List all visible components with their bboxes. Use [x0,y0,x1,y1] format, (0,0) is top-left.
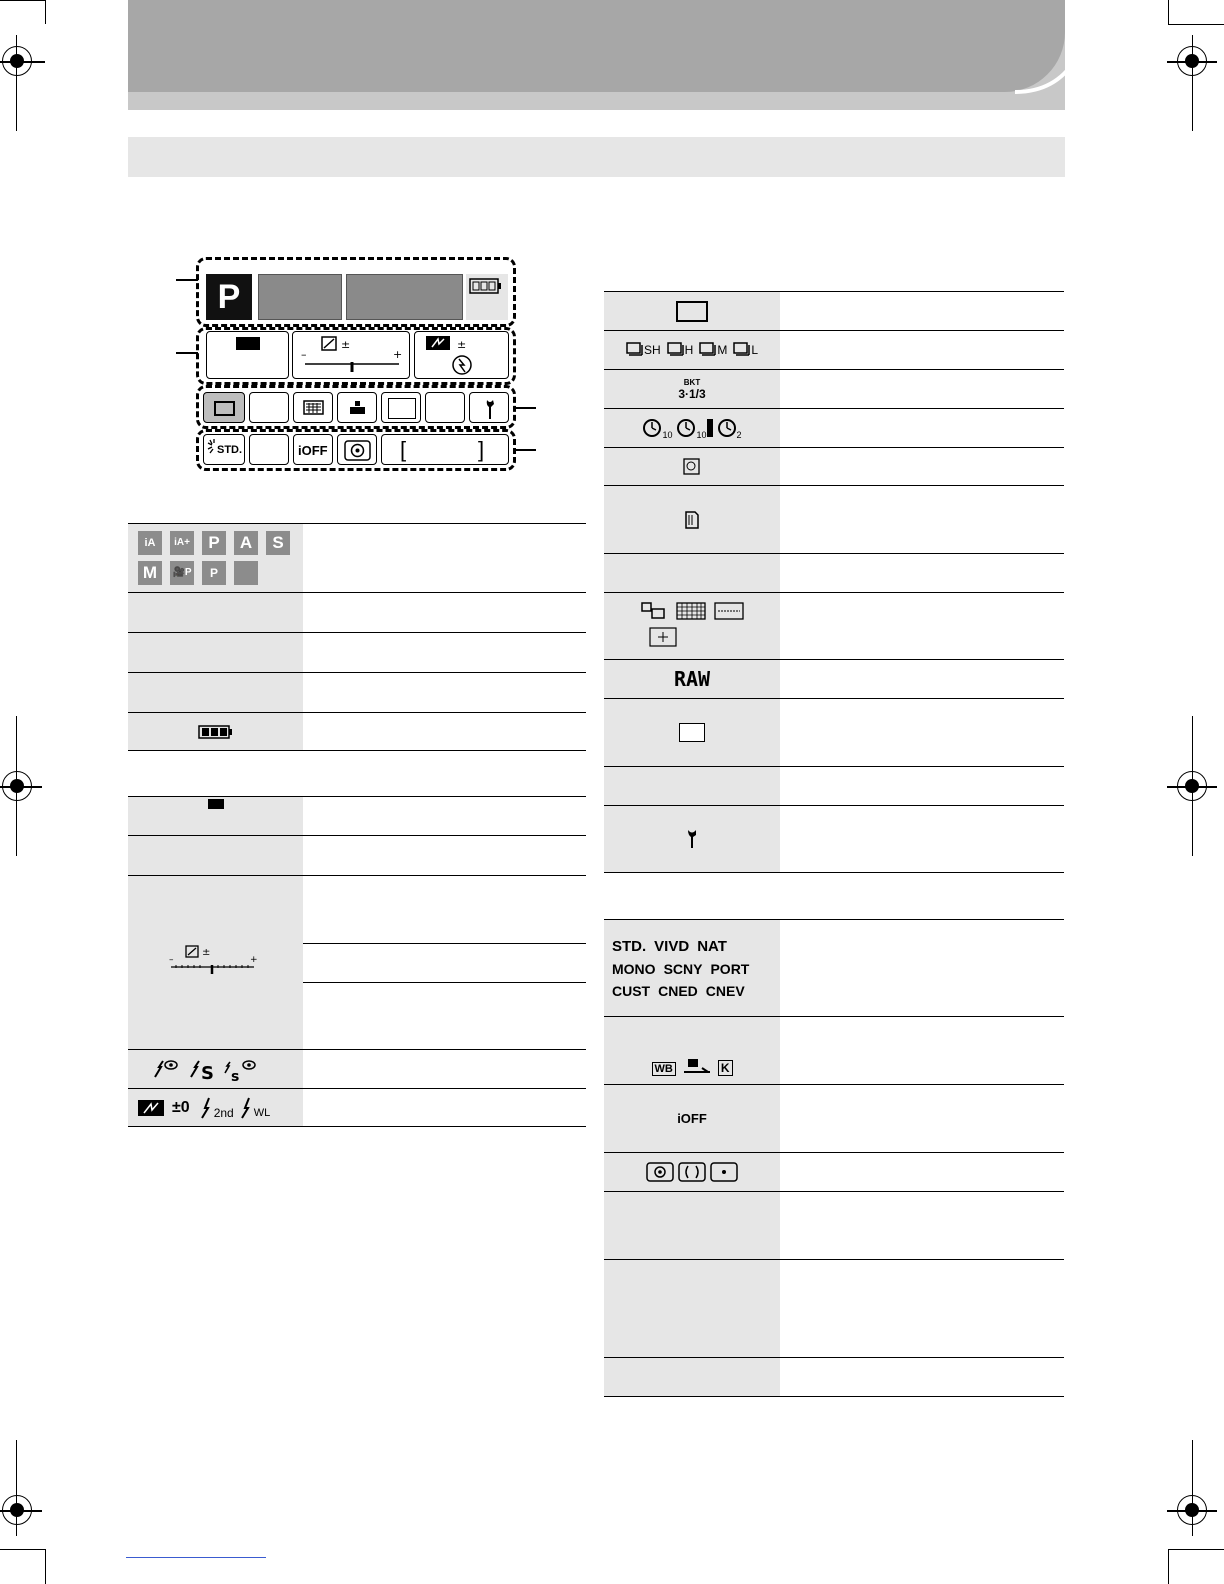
table-row [604,767,1064,806]
drive-mode-cell [203,392,245,423]
spot-af-icon [649,627,677,647]
table-row [128,593,586,633]
wb-label: WB [654,1063,673,1075]
table-row [604,370,1064,409]
table-row [128,836,586,876]
single-drive-icon [676,301,708,322]
interval-timer-icon [682,457,702,477]
wrench-cell [469,392,509,423]
left-table [128,523,586,1127]
table-row [128,633,586,673]
guide-lines-cell [604,593,780,659]
table-row [128,1050,586,1089]
aspect-ratio-icon [208,799,224,809]
style-cinev: CNEV [705,982,745,999]
table-row [604,660,1064,699]
blank-frame-icon [679,723,705,742]
burst-sh-label: SH [643,343,661,357]
intelligent-auto-plus-icon: iA+ [170,531,194,555]
burst-cell [604,331,780,369]
table-row [604,409,1064,448]
table-row [604,1192,1064,1260]
style-custom: CUST [612,982,651,999]
style-mono: MONO [612,960,656,977]
frame-icon [388,398,416,419]
style-portrait: PORT [710,960,750,977]
burst-h-label: H [684,343,694,357]
table-section-gap [604,873,1064,920]
bkt-label: BKT [683,377,701,387]
flash-wb-icon [652,1062,676,1076]
mode-icons-cell [128,524,303,592]
shade-wb-icon [682,1058,712,1076]
i-dynamic-off-label: iOFF [298,443,328,458]
burst-icon-h [667,342,685,358]
table-row [604,1085,1064,1153]
mode-description [303,524,586,592]
metering-cell [337,434,377,465]
table-row [128,524,586,593]
slow-sync-s: S [200,1063,214,1083]
face-af-icon [640,601,668,621]
raw-label: RAW [673,667,711,691]
table-row [604,1017,1064,1085]
style-std: STD. [612,937,647,955]
wireless-flash-icon [238,1096,254,1120]
svg-text:–: – [168,954,173,965]
second-curtain-label: 2nd [213,1105,234,1120]
wb-k-label: K [720,1061,730,1075]
custom-mode-icon [234,561,258,585]
svg-text:s: s [230,1069,239,1083]
shutter-priority-icon: S [266,531,290,555]
white-balance-cell [604,1017,780,1084]
table-row [604,486,1064,554]
photo-style-cell [604,920,780,1016]
diagram-battery-area [466,274,508,320]
flash-adjust-icon [415,332,510,380]
card-icon [683,509,701,531]
diagram-shutter-area [258,274,342,320]
creative-video-icon: 🎥P [170,561,194,585]
metering-modes-cell [604,1153,780,1191]
bracket-left: [ [400,437,407,462]
af-mode-cell [293,392,333,423]
svg-text:–: – [301,348,307,361]
section-subheader [128,137,1065,177]
self-timer-cell [604,409,780,447]
table-row [128,713,586,751]
table-row [604,920,1064,1017]
style-vivid: VIVD [654,937,690,955]
table-row [604,331,1064,370]
wireless-label: WL [253,1106,271,1119]
burst-icon-m [699,342,717,358]
burst-l-label: L [751,343,759,357]
flash-modes-icon [151,1055,281,1083]
diagram-cell-blank-2 [425,392,465,423]
diagram-cell-blank-1 [249,392,289,423]
spot-metering-icon [710,1162,738,1182]
self-timer-10-burst-icon [676,416,696,440]
style-natural: NAT [697,937,727,955]
svg-text:+: + [393,348,403,361]
table-row [128,673,586,713]
photo-style-label: STD. [217,444,243,456]
burst-icon-l [733,342,751,358]
size-cell [128,797,303,835]
intelligent-auto-icon: iA [138,531,162,555]
burst-m-label: M [717,343,728,357]
center-weighted-icon [678,1162,706,1182]
table-row [128,876,586,1050]
table-row [128,1089,586,1127]
multiple-metering-icon [646,1162,674,1182]
callout-line-4 [514,449,536,451]
diagram-flash-cell [414,331,509,379]
style-scenery: SCNY [663,960,703,977]
svg-text:±: ± [457,338,467,351]
table-row [604,554,1064,593]
multi-area-icon [294,393,334,424]
svg-text:±: ± [201,946,210,958]
table-row [128,797,586,836]
callout-line-2 [176,352,198,354]
table-row [604,292,1064,331]
callout-line-3 [514,407,536,409]
line-icon [714,601,744,621]
timer-10-label: 10 [662,430,673,440]
diagram-exposure-cell [292,331,410,379]
diagram-quality-cell [206,331,289,379]
svg-text:±: ± [341,338,351,351]
multi-metering-icon [338,435,378,466]
table-section-gap [128,751,586,797]
table-row [604,1153,1064,1192]
exposure-scale-icon [293,332,411,380]
battery-icon [466,274,508,320]
photo-style-cell [203,434,245,465]
manual-exposure-icon: M [138,561,162,585]
exposure-compensation-icon [166,943,266,983]
af-area-cell [381,434,509,465]
aperture-priority-icon: A [234,531,258,555]
table-row [604,806,1064,873]
battery-cell [128,713,303,750]
right-table [604,291,1064,1397]
timer-2-label: 2 [736,430,742,440]
table-row [604,593,1064,660]
program-ae-icon: P [202,531,226,555]
single-shot-icon [214,401,235,416]
header-title-area [128,0,1065,92]
face-detect-icon [338,393,378,424]
frame-cell [381,392,421,423]
exposure-comp-cell [128,876,303,1049]
setup-wrench-icon [684,826,700,852]
second-curtain-flash-icon [198,1096,214,1120]
i-dynamic-off-icon: iOFF [677,1111,707,1126]
image-size-icon [236,337,260,350]
mode-p-icon: P [206,274,252,320]
timer-10-burst-label: 10 [696,430,707,440]
self-timer-2-icon [717,416,737,440]
flash-adjust-cell [128,1089,303,1126]
self-timer-10-icon [642,416,662,440]
diagram-cell-blank-3 [249,434,289,465]
table-row [604,1260,1064,1358]
table-row [604,699,1064,767]
table-row [604,448,1064,486]
footer-link-underline [126,1557,266,1558]
battery-full-icon [198,724,234,740]
kelvin-wb-icon [718,1060,733,1076]
style-cined: CNED [658,982,698,999]
diagram-aperture-area [346,274,463,320]
bkt-value: 3·1/3 [678,386,706,401]
focus-cell [337,392,377,423]
burst-icon-sh [626,342,644,358]
i-dynamic-cell [293,434,333,465]
grid-icon [676,601,706,621]
flash-ev-value: ±0 [172,1098,190,1116]
flash-mode-cell [128,1050,303,1088]
wrench-icon [470,393,510,424]
bracket-cell [604,370,780,408]
bracket-right: ] [478,437,485,462]
header-corner-curve [1015,0,1095,111]
program-small-icon: P [202,561,226,585]
flash-adjust-icon-small [138,1099,166,1117]
svg-text:+: + [249,954,258,965]
table-row [604,1358,1064,1397]
callout-line-1 [176,279,198,281]
